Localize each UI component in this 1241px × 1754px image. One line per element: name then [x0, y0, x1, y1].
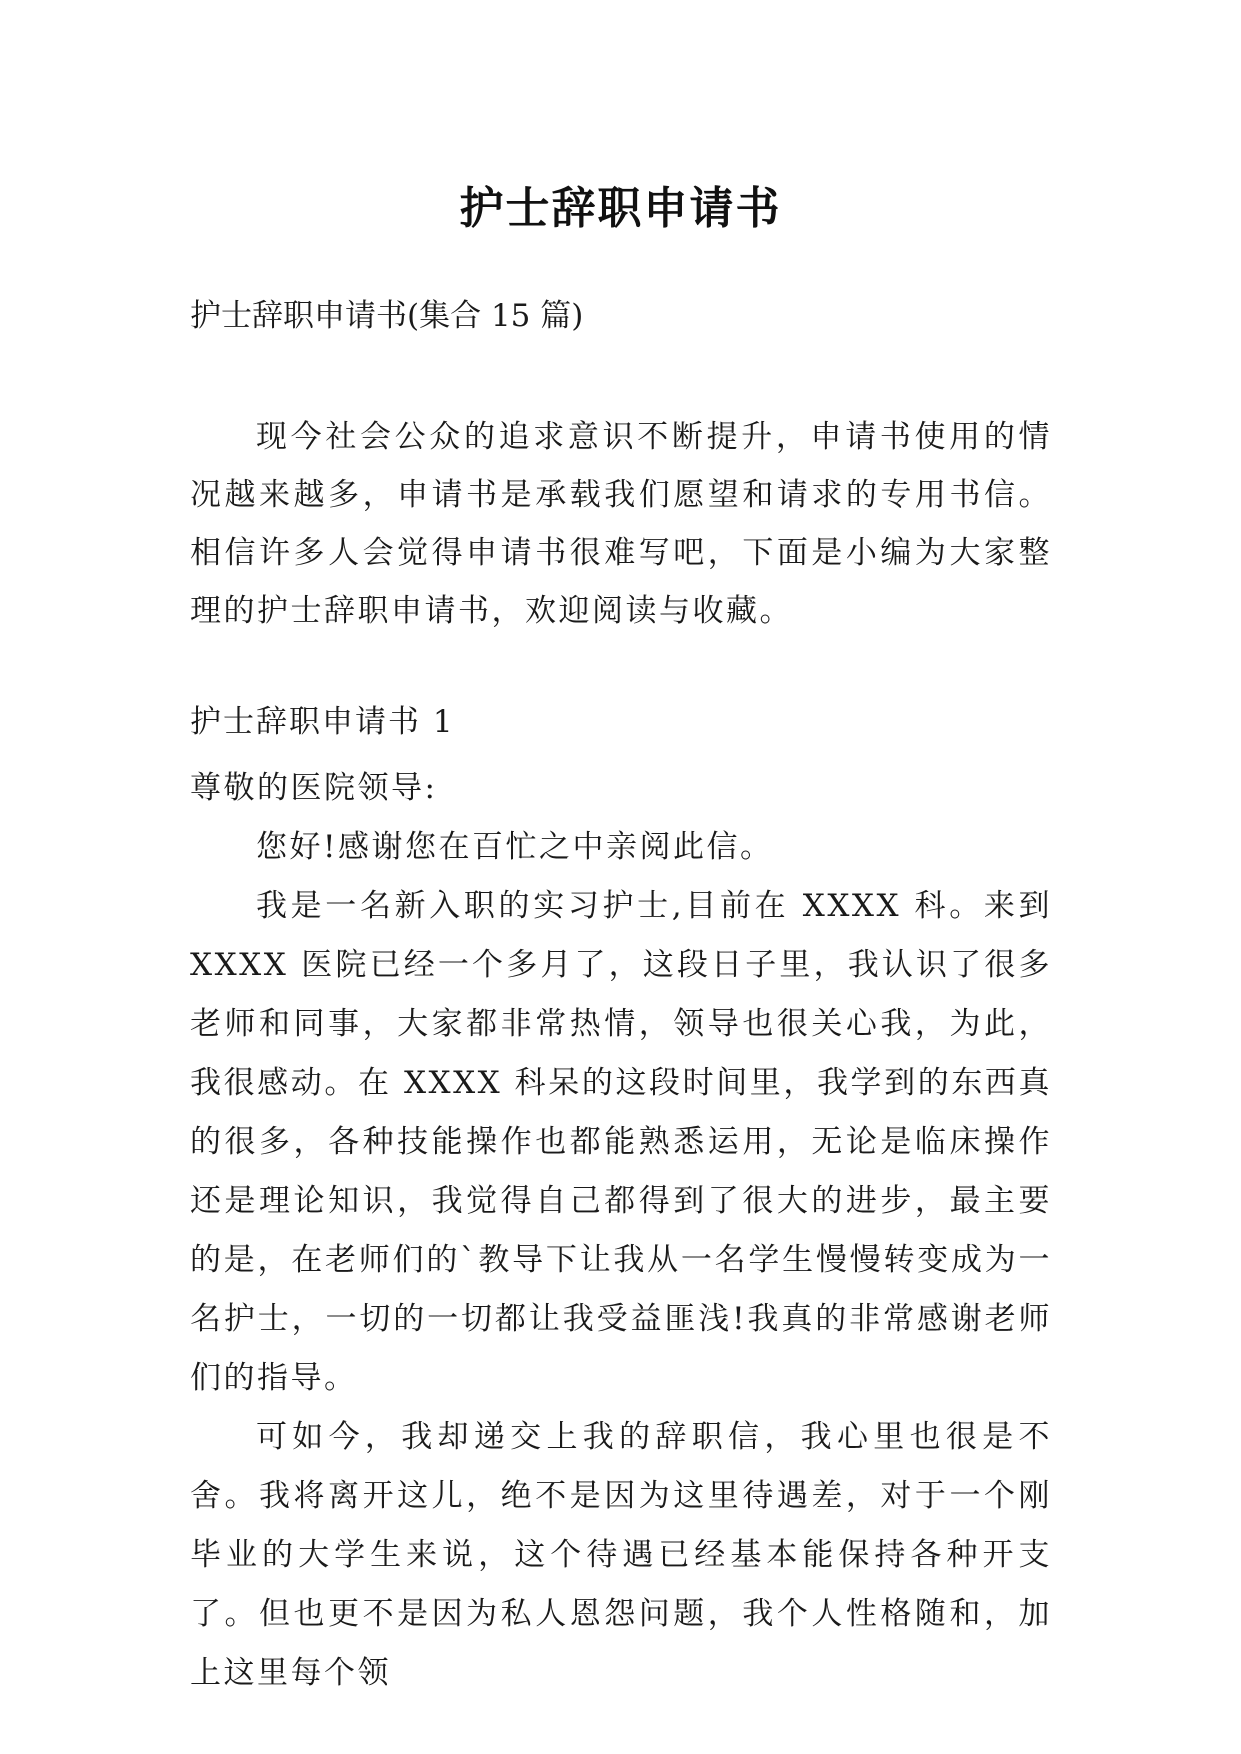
- section-heading: 护士辞职申请书 1: [190, 704, 455, 740]
- document-title: 护士辞职申请书: [459, 183, 782, 235]
- letter-salutation: 尊敬的医院领导:: [190, 770, 438, 806]
- intro-paragraph: 现今社会公众的追求意识不断提升，申请书使用的情况越来越多，申请书是承载我们愿望和请求的专用书信。相信许多人会觉得申请书很难写吧，下面是小编为大家整理的护士辞职申请书，欢迎阅读与收藏。: [190, 419, 1052, 629]
- letter-paragraph: 我是一名新入职的实习护士,目前在 XXXX 科。来到 XXXX 医院已经一个多月了，这段日子里，我认识了很多老师和同事，大家都非常热情，领导也很关心我，为此，我很感动。在 XXXX 科呆的这段时间里，我学到的东西真的很多，各种技能操作也都能熟悉运用，无论是临床操作还是理论知识，我觉得自己都得到了很大的进步，最主要的是，在老师们的`教导下让我从一名学生慢慢转变成为一名护士，一切的一切都让我受益匪浅!我真的非常感谢老师们的指导。: [190, 888, 1052, 1396]
- letter-paragraph: 可如今，我却递交上我的辞职信，我心里也很是不舍。我将离开这儿，绝不是因为这里待遇差，对于一个刚毕业的大学生来说，这个待遇已经基本能保持各种开支了。但也更不是因为私人恩怨问题，我个人性格随和，加上这里每个领: [190, 1419, 1052, 1691]
- letter-paragraph: 您好!感谢您在百忙之中亲阅此信。: [256, 829, 774, 865]
- letter-body: [190, 759, 1052, 1703]
- document-subtitle: 护士辞职申请书(集合 15 篇): [190, 298, 584, 334]
